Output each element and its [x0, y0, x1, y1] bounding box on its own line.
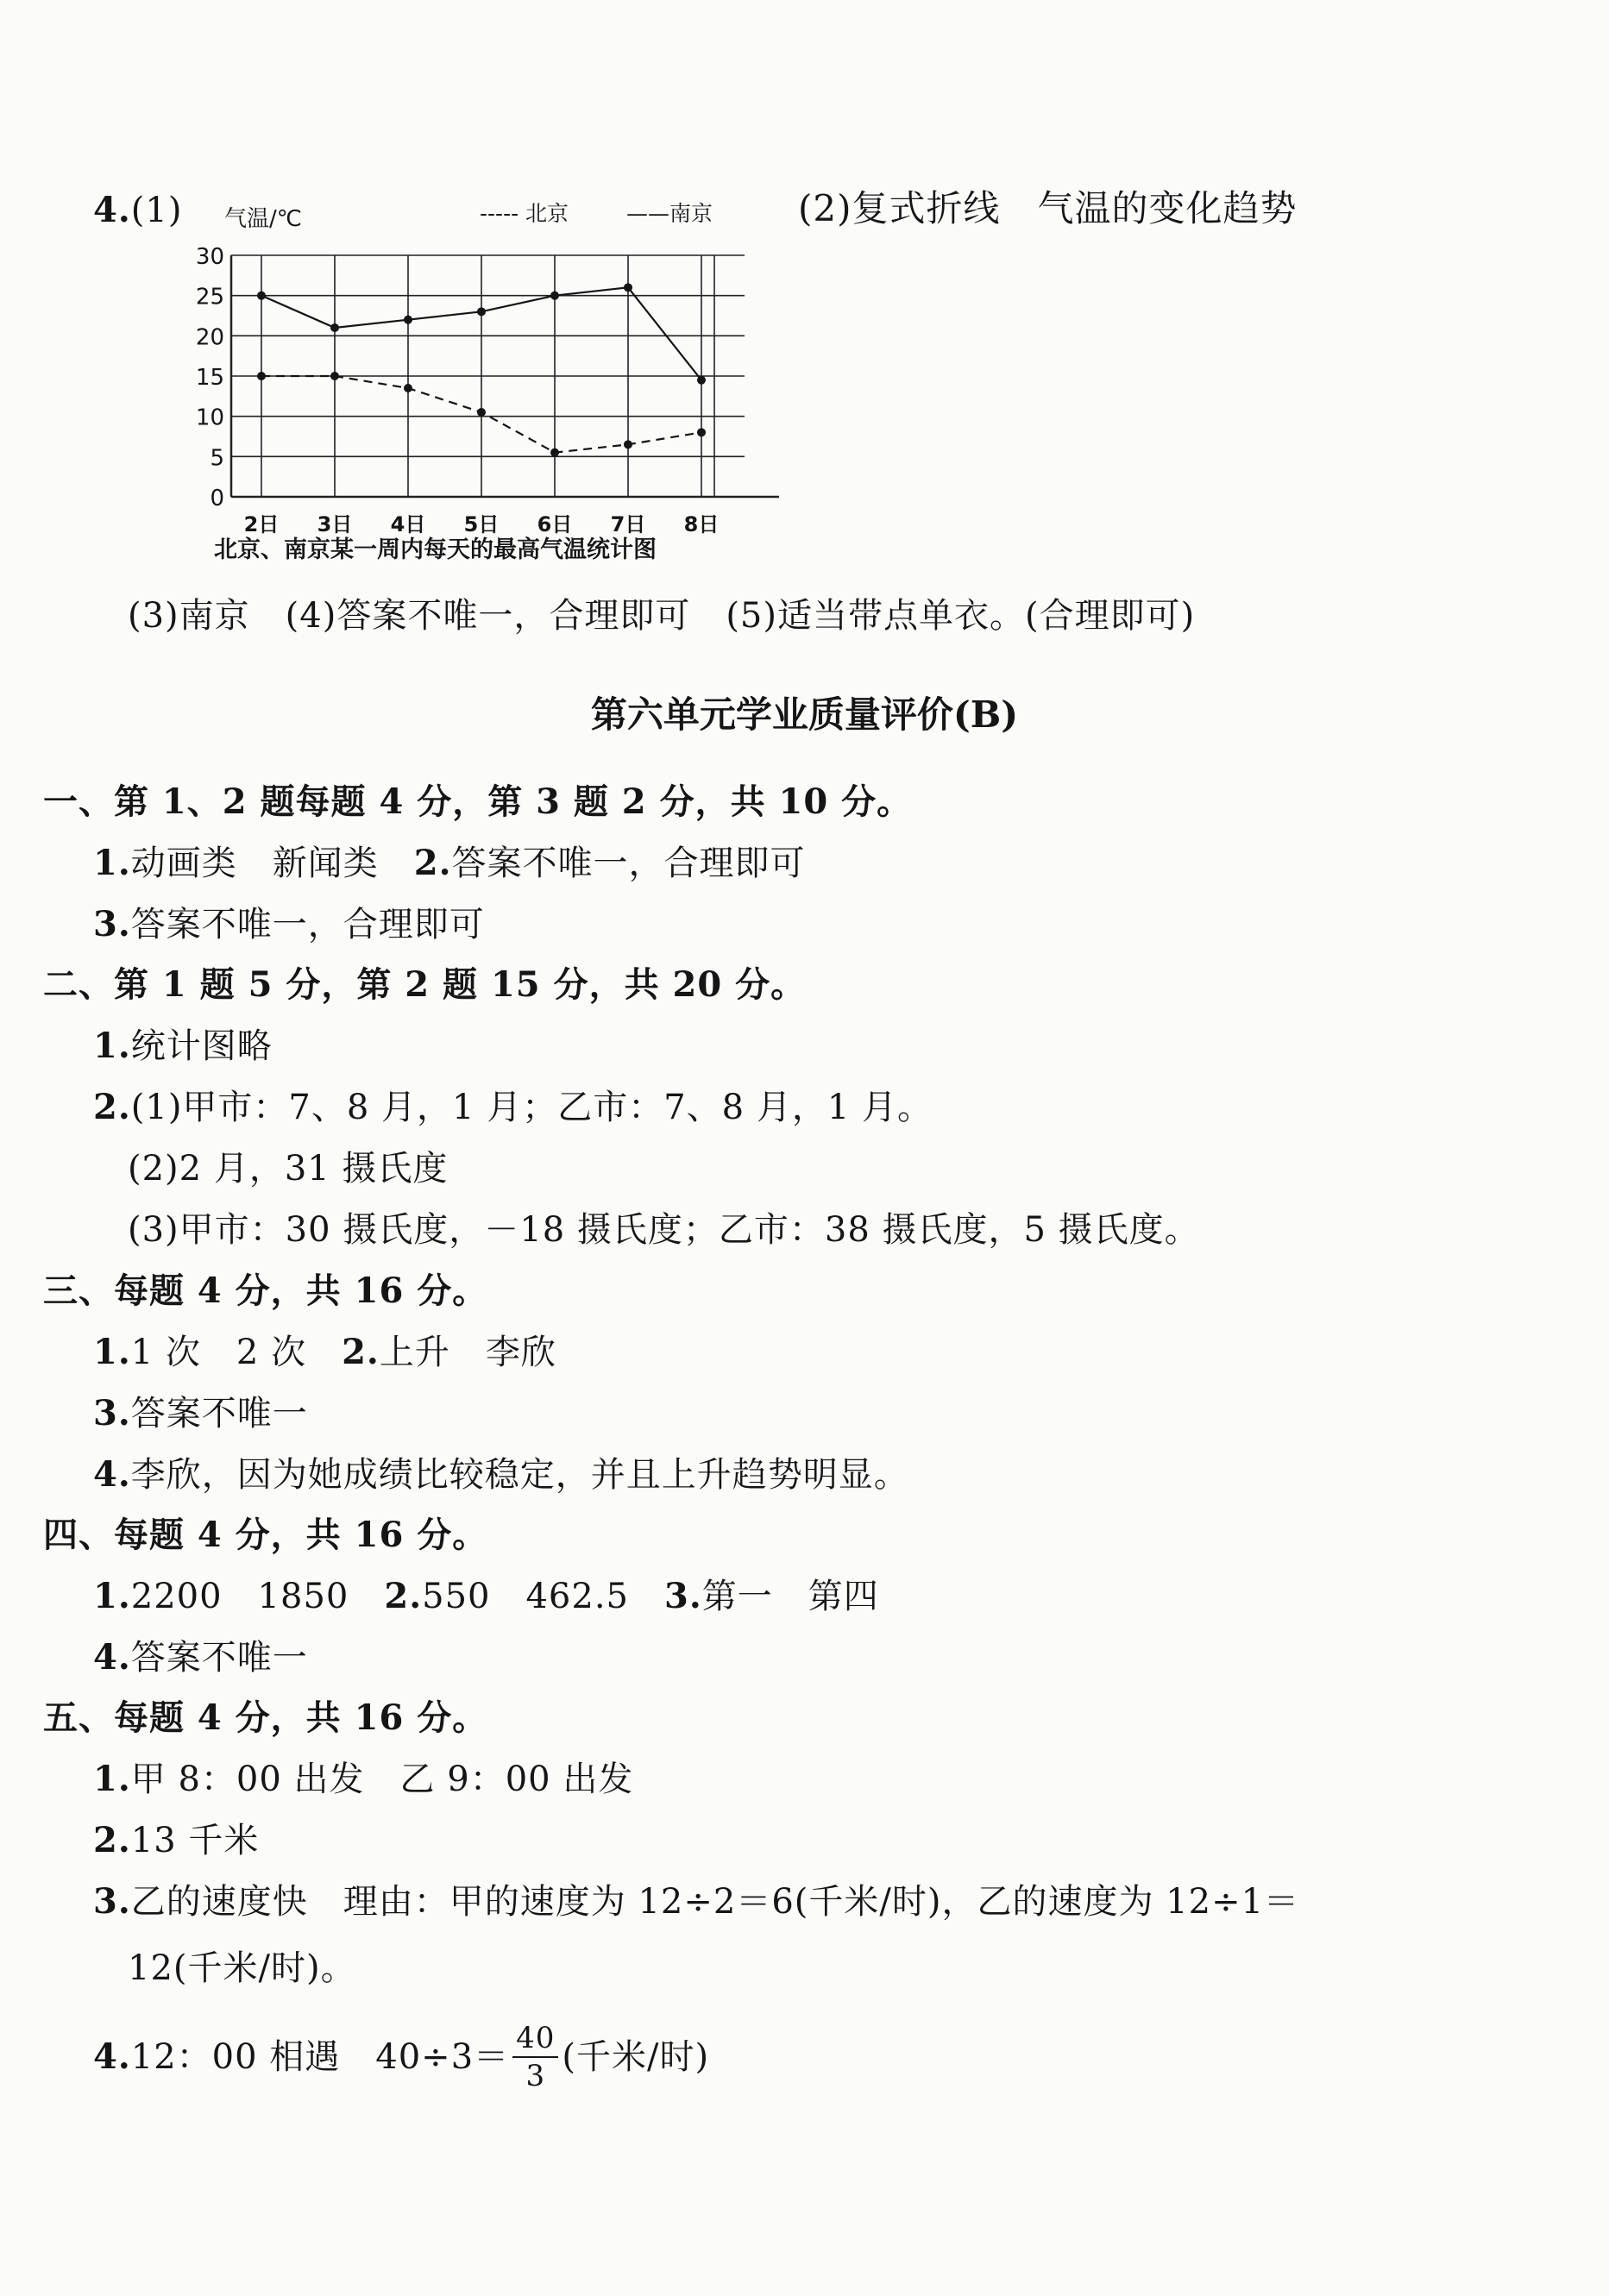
s2-header: 二、第 1 题 5 分，第 2 题 15 分，共 20 分。 — [43, 964, 807, 1005]
x-tick-label: 3日 — [317, 512, 353, 536]
s4-header: 四、每题 4 分，共 16 分。 — [43, 1515, 488, 1555]
y-tick-label: 10 — [195, 405, 224, 431]
s3-answer-3: 3.答案不唯一 — [93, 1393, 308, 1433]
data-point-nanjing — [330, 323, 339, 332]
data-point-beijing — [477, 408, 486, 417]
data-point-nanjing — [550, 292, 559, 300]
x-tick-label: 4日 — [390, 512, 426, 536]
s4-answers-1-3: 1.2200 1850 2.550 462.5 3.第一 第四 — [93, 1576, 879, 1616]
y-tick-label: 5 — [210, 445, 224, 472]
q4-label: 4.(1) — [93, 190, 183, 230]
x-tick-label: 6日 — [537, 512, 573, 536]
data-point-nanjing — [477, 307, 486, 316]
s2-answer-1: 1.统计图略 — [93, 1026, 273, 1066]
x-tick-labels — [244, 512, 720, 536]
s3-header: 三、每题 4 分，共 16 分。 — [43, 1270, 488, 1311]
y-tick-label: 15 — [195, 365, 224, 391]
fraction-40-over-3 — [512, 2023, 558, 2091]
s2-answer-2c: (3)甲市：30 摄氏度，－18 摄氏度；乙市：38 摄氏度，5 摄氏度。 — [128, 1210, 1200, 1250]
q4-part2: (2)复式折线 气温的变化趋势 — [798, 187, 1298, 229]
s2-answer-2b: (2)2 月，31 摄氏度 — [128, 1149, 449, 1189]
data-point-nanjing — [404, 316, 412, 324]
data-point-nanjing — [697, 376, 706, 385]
s5-answer-1: 1.甲 8：00 出发 乙 9：00 出发 — [93, 1759, 634, 1799]
data-point-nanjing — [624, 283, 632, 292]
data-point-beijing — [624, 440, 632, 449]
y-tick-label: 0 — [210, 486, 224, 511]
legend-nanjing: ——南京 — [626, 201, 713, 226]
data-point-beijing — [697, 428, 706, 436]
fraction-denominator: 3 — [525, 2059, 546, 2093]
x-tick-label: 8日 — [683, 512, 720, 536]
y-tick-label: 30 — [195, 244, 224, 270]
temperature-line-chart — [195, 195, 775, 566]
s5-answer-3: 3.乙的速度快 理由：甲的速度为 12÷2＝6(千米/时)，乙的速度为 12÷1＝ — [93, 1881, 1300, 1922]
fraction-numerator: 40 — [512, 2023, 558, 2058]
y-tick-labels — [196, 244, 224, 511]
s5-header: 五、每题 4 分，共 16 分。 — [43, 1697, 488, 1738]
chart-y-axis-label: 气温/℃ — [224, 206, 302, 232]
s2-answer-2: 2.(1)甲市：7、8 月，1 月；乙市：7、8 月，1 月。 — [93, 1087, 933, 1127]
q4-part3: (3)南京 (4)答案不唯一，合理即可 (5)适当带点单衣。(合理即可) — [128, 596, 1196, 636]
data-point-beijing — [257, 372, 266, 380]
s5-answer-3b: 12(千米/时)。 — [128, 1948, 356, 1988]
data-point-beijing — [550, 449, 559, 457]
data-point-beijing — [330, 372, 339, 380]
legend-beijing: ----- 北京 — [480, 201, 569, 226]
s5-answer-2: 2.13 千米 — [93, 1820, 260, 1860]
chart-title: 北京、南京某一周内每天的最高气温统计图 — [214, 536, 657, 563]
x-tick-label: 7日 — [610, 512, 646, 536]
section-title: 第六单元学业质量评价(B) — [590, 693, 1019, 736]
s4-answer-4: 4.答案不唯一 — [93, 1637, 308, 1678]
y-tick-label: 25 — [195, 284, 224, 311]
y-tick-label: 20 — [195, 324, 224, 351]
s1-answers-1-2: 1.动画类 新闻类 2.答案不唯一，合理即可 — [93, 843, 806, 883]
data-point-nanjing — [257, 292, 266, 300]
s3-answer-4: 4.李欣，因为她成绩比较稳定，并且上升趋势明显。 — [93, 1454, 909, 1495]
x-tick-label: 2日 — [243, 512, 280, 536]
s3-answers-1-2: 1.1 次 2 次 2.上升 李欣 — [93, 1332, 556, 1372]
data-point-beijing — [404, 384, 412, 392]
s5-answer-4: 4. 12：00 相遇 40÷3＝ $\frac{40}{3}$ (千米/时) — [93, 2021, 710, 2093]
s1-answer-3: 3.答案不唯一，合理即可 — [93, 904, 485, 944]
x-tick-label: 5日 — [463, 512, 500, 536]
s1-header: 一、第 1、2 题每题 4 分，第 3 题 2 分，共 10 分。 — [43, 781, 913, 822]
